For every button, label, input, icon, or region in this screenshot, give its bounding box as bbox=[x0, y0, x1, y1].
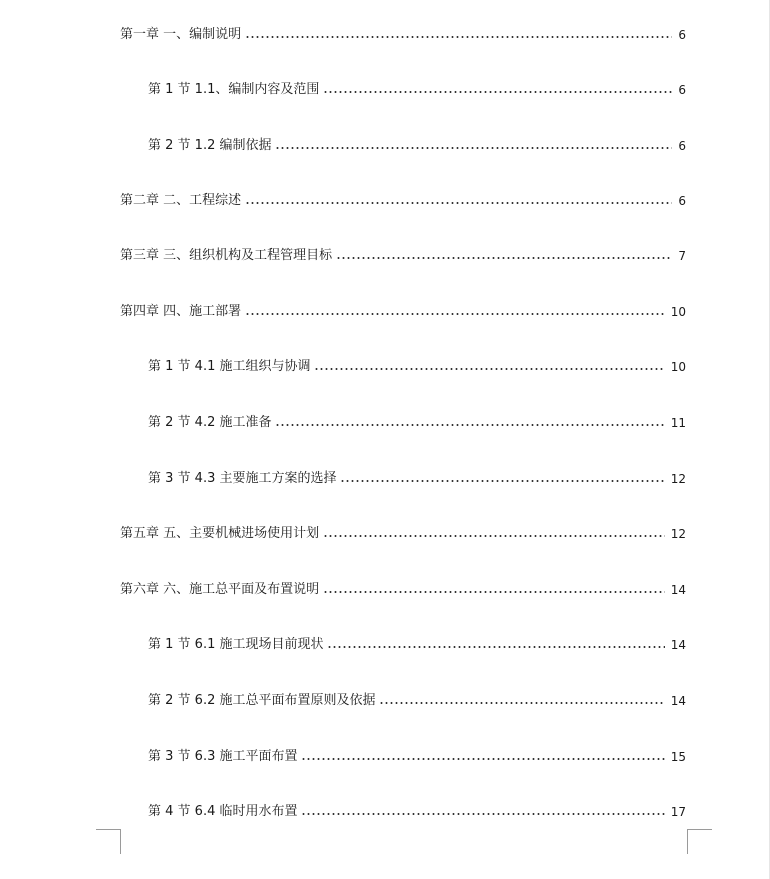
toc-page-number: 14 bbox=[670, 638, 686, 652]
toc-entry-section-4-3[interactable] bbox=[148, 469, 686, 489]
toc-dot-leader bbox=[245, 36, 672, 38]
toc-page-number: 11 bbox=[670, 416, 686, 430]
toc-entry-text: 第 2 节 1.2 编制依据 bbox=[148, 138, 272, 153]
toc-page-number: 14 bbox=[670, 694, 686, 708]
toc-entry-section-4-1[interactable] bbox=[148, 357, 686, 377]
toc-entry-chapter-6[interactable] bbox=[120, 580, 686, 600]
toc-entry-text: 第 4 节 6.4 临时用水布置 bbox=[148, 804, 298, 819]
toc-dot-leader bbox=[245, 202, 672, 204]
toc-dot-leader bbox=[275, 424, 664, 426]
toc-page-number: 17 bbox=[670, 805, 686, 819]
toc-entry-text: 第 3 节 6.3 施工平面布置 bbox=[148, 749, 298, 764]
toc-entry-text: 第 2 节 4.2 施工准备 bbox=[148, 415, 272, 430]
toc-entry-section-1-2[interactable] bbox=[148, 136, 686, 156]
toc-entry-text: 第四章 四、施工部署 bbox=[120, 304, 242, 319]
toc-page-number: 6 bbox=[678, 28, 686, 42]
toc-page-number: 15 bbox=[670, 750, 686, 764]
toc-entry-chapter-5[interactable] bbox=[120, 524, 686, 544]
toc-dot-leader bbox=[336, 257, 672, 259]
toc-page-number: 6 bbox=[678, 83, 686, 97]
toc-entry-chapter-4[interactable] bbox=[120, 302, 686, 322]
toc-entry-chapter-1[interactable] bbox=[120, 25, 686, 45]
toc-entry-text: 第 1 节 6.1 施工现场目前现状 bbox=[148, 637, 324, 652]
toc-entry-chapter-3[interactable] bbox=[120, 246, 686, 266]
toc-dot-leader bbox=[301, 758, 664, 760]
toc-dot-leader bbox=[245, 313, 665, 315]
toc-entry-text: 第 1 节 4.1 施工组织与协调 bbox=[148, 359, 311, 374]
toc-entry-section-6-1[interactable] bbox=[148, 635, 686, 655]
toc-page-number: 7 bbox=[678, 249, 686, 263]
toc-page-number: 10 bbox=[670, 305, 686, 319]
toc-page-number: 12 bbox=[670, 527, 686, 541]
toc-dot-leader bbox=[323, 591, 665, 593]
margin-corner-mark-left bbox=[96, 829, 121, 854]
toc-dot-leader bbox=[340, 480, 664, 482]
toc-dot-leader bbox=[379, 702, 664, 704]
toc-dot-leader bbox=[301, 813, 664, 815]
margin-corner-mark-right bbox=[687, 829, 712, 854]
toc-entry-section-1-1[interactable] bbox=[148, 80, 686, 100]
toc-dot-leader bbox=[314, 368, 664, 370]
toc-dot-leader bbox=[323, 91, 672, 93]
toc-page-number: 6 bbox=[678, 194, 686, 208]
toc-page-number: 12 bbox=[670, 472, 686, 486]
toc-dot-leader bbox=[323, 535, 665, 537]
toc-entry-chapter-2[interactable] bbox=[120, 191, 686, 211]
toc-dot-leader bbox=[327, 646, 664, 648]
toc-entry-text: 第三章 三、组织机构及工程管理目标 bbox=[120, 248, 333, 263]
toc-entry-text: 第 3 节 4.3 主要施工方案的选择 bbox=[148, 471, 337, 486]
toc-entry-text: 第五章 五、主要机械进场使用计划 bbox=[120, 526, 320, 541]
toc-entry-text: 第 2 节 6.2 施工总平面布置原则及依据 bbox=[148, 693, 376, 708]
toc-entry-text: 第二章 二、工程综述 bbox=[120, 193, 242, 208]
toc-entry-section-6-4[interactable] bbox=[148, 802, 686, 822]
toc-entry-section-4-2[interactable] bbox=[148, 413, 686, 433]
toc-entry-section-6-3[interactable] bbox=[148, 747, 686, 767]
toc-dot-leader bbox=[275, 147, 672, 149]
toc-entry-text: 第六章 六、施工总平面及布置说明 bbox=[120, 582, 320, 597]
toc-entry-text: 第 1 节 1.1、编制内容及范围 bbox=[148, 82, 320, 97]
toc-page-number: 10 bbox=[670, 360, 686, 374]
toc-page-number: 6 bbox=[678, 139, 686, 153]
toc-entry-text: 第一章 一、编制说明 bbox=[120, 27, 242, 42]
toc-page-number: 14 bbox=[670, 583, 686, 597]
toc-entry-section-6-2[interactable] bbox=[148, 691, 686, 711]
